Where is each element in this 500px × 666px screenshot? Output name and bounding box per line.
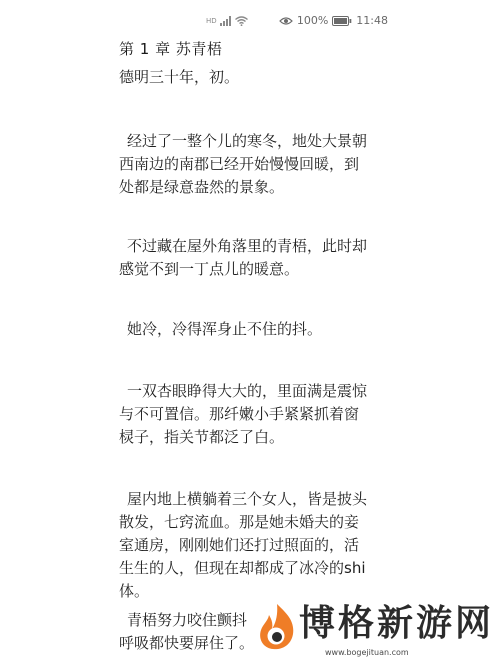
paragraph: 不过藏在屋外角落里的青梧，此时却感觉不到一丁点儿的暖意。 xyxy=(119,237,368,278)
paragraph: 她冷，冷得浑身止不住的抖。 xyxy=(127,320,323,338)
paragraph: 青梧努力咬住颤抖呼吸都快要屏住了。 xyxy=(119,611,255,652)
chapter-title: 第 1 章 苏青梧 xyxy=(119,40,223,58)
watermark xyxy=(255,600,500,666)
battery-percent: 100% xyxy=(296,14,329,27)
paragraph: 屋内地上横躺着三个女人，皆是披头散发，七窍流血。那是她未婚夫的妾室通房，刚刚她们还打过照面的，活生生的人，但现在却都成了冰冷的shi体。 xyxy=(119,490,368,600)
clock-time: 11:48 xyxy=(356,14,388,27)
paragraph: 经过了一整个儿的寒冬，地处大景朝西南边的南郡已经开始慢慢回暖，到处都是绿意盎然的景象。 xyxy=(119,132,368,196)
paragraph: 一双杏眼睁得大大的，里面满是震惊与不可置信。那纤嫩小手紧紧抓着窗棂子，指关节都泛了白。 xyxy=(119,382,368,446)
signal-label: HD xyxy=(206,17,217,25)
flame-logo-icon xyxy=(255,602,299,656)
watermark-url: www.bogejituan.com xyxy=(325,648,409,657)
paragraph: 德明三十年，初。 xyxy=(119,68,240,86)
watermark-title: 博格新游网 xyxy=(299,602,495,644)
